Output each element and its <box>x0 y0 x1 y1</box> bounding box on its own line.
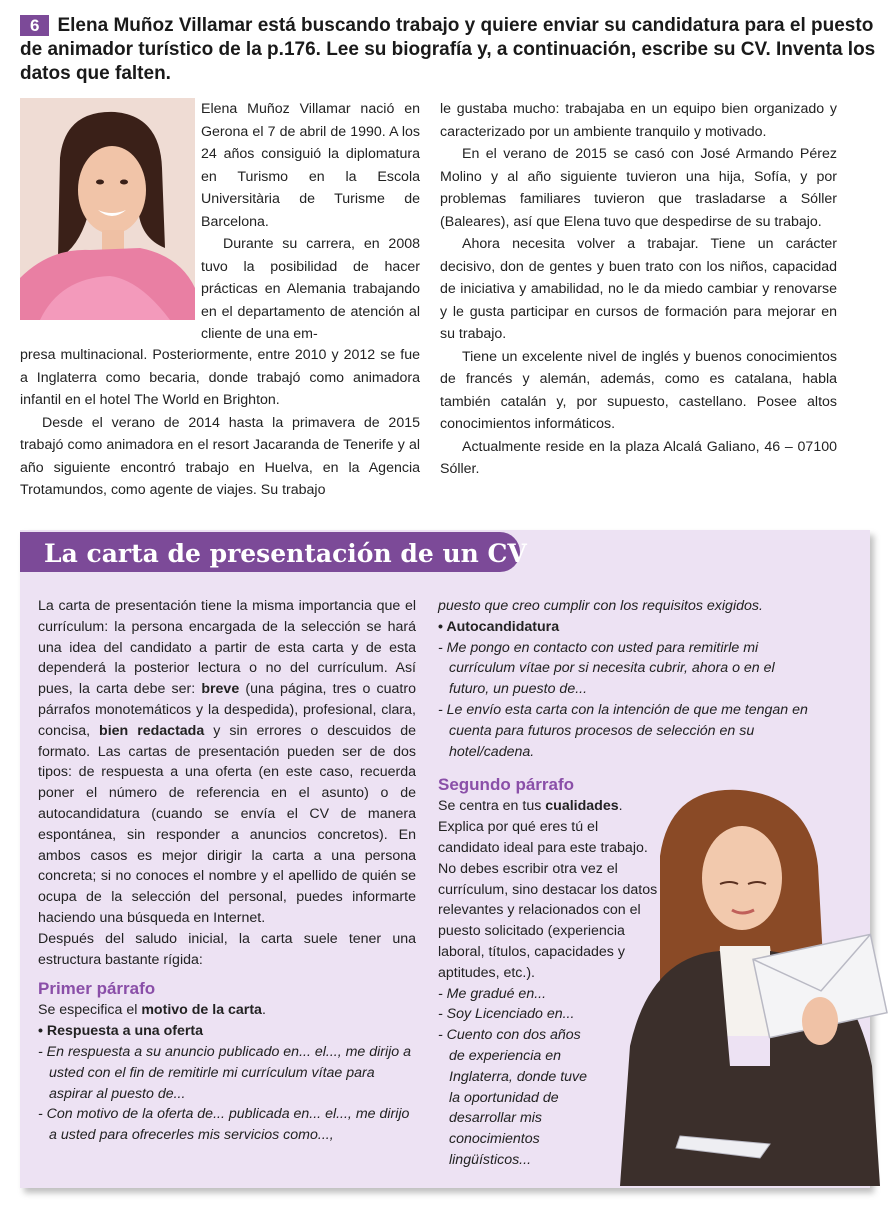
exercise-number: 6 <box>20 15 49 36</box>
second-example-3: - Cuento con dos años de experiencia en Inglaterra, donde tuve la oportunidad de desarrollar mis conocimientos lingüísticos... <box>438 1027 588 1168</box>
exercise-heading <box>20 14 880 86</box>
self-example-2: - Le envío esta carta con la intención de que me tengan en cuenta para futuros procesos de selección en su hotel/cadena. <box>438 701 808 760</box>
bio-paragraph-3-end: le gustaba mucho: trabajaba en un equipo bien organizado y caracterizado por un ambiente tranquilo y motivado. <box>440 101 837 140</box>
bio-paragraph-7: Actualmente reside en la plaza Alcalá Galiano, 46 – 07100 Sóller. <box>440 438 837 477</box>
biography-text-beside-photo <box>201 98 420 346</box>
bio-paragraph-2-end: presa multinacional. Posteriormente, entre 2010 y 2012 se fue a Inglaterra como becaria, donde trabajó como animadora infantil en el hotel The World en Brighton. <box>20 347 420 408</box>
info-box-title: La carta de presentación de un CV <box>44 539 527 568</box>
biography-text-right-column <box>440 98 837 481</box>
intro-paragraph-2: Después del saludo inicial, la carta suele tener una estructura bastante rígida: <box>38 930 416 968</box>
bio-paragraph-2-start: Durante su carrera, en 2008 tuvo la posibilidad de hacer prácticas en Alemania trabajando en el departamento de atención al cliente de una em- <box>201 236 420 342</box>
biography-text-left-column <box>20 344 420 502</box>
bullet-offer-response: • Respuesta a una oferta <box>38 1023 204 1040</box>
intro-paragraph: La carta de presentación tiene la misma importancia que el currículum: la persona encargada de la selección se hará una idea del candidato a partir de esta carta y de esta dependerá la posterior lectura o no del currículum. Así pues, la carta debe ser: breve (una página, tres o cuatro párrafos monotemáticos y la despedida), profesional, clara, concisa, bien redactada y sin errores o descuidos de formato. Las cartas de presentación pueden ser de dos tipos: de respuesta a una oferta (en este caso, recuerda poner el número de referencia en el asunto) o de autocandidatura (cuando se envía el CV de manera espontánea, sin responder a anuncios concretos). En ambos casos es mejor dirigir la carta a una persona concreta; si no conoces el nombre y el apellido de quién se ocupa de la selección del personal, puedes informarte haciendo una búsqueda en Internet. <box>38 598 416 926</box>
offer-example-2: - Con motivo de la oferta de... publicada en... el..., me dirijo a usted para ofrecerles mis servicios como..., <box>38 1106 410 1144</box>
second-paragraph-text: Se centra en tus cualidades. Explica por qué eres tú el candidato ideal para este trabajo. No debes escribir otra vez el currículum, sino destacar los datos relevantes y relacionados con el puesto solicitado (experiencia laboral, títulos, capacidades y aptitudes, etc.). <box>438 798 658 981</box>
bio-paragraph-4: En el verano de 2015 se casó con José Armando Pérez Molino y al año siguiente tuvieron una hija, Sofía, y por problemas familiares tuvieron que trasladarse a Sóller (Baleares), así que Elena tuvo que despedirse de su trabajo. <box>440 146 837 230</box>
second-example-1: - Me gradué en... <box>438 985 547 1002</box>
info-box-left-column <box>38 596 416 1146</box>
offer-example-2-continued: puesto que creo cumplir con los requisitos exigidos. <box>438 598 763 614</box>
second-paragraph-heading: Segundo párrafo <box>438 775 575 795</box>
woman-reading-letter-photo <box>620 786 888 1186</box>
self-example-1: - Me pongo en contacto con usted para remitirle mi currículum vítae por si necesita cubrir, ahora o en el futuro, un puesto de... <box>438 639 775 698</box>
bio-paragraph-5: Ahora necesita volver a trabajar. Tiene un carácter decisivo, don de gentes y buen trato con los niños, capacidad de iniciativa y amabilidad, no le da miedo cambiar y renovarse y le gusta participar en cursos de formación para mejorar en su trabajo. <box>440 236 837 342</box>
bio-paragraph-3-start: Desde el verano de 2014 hasta la primavera de 2015 trabajó como animadora en el resort Jacaranda de Tenerife y al año siguiente encontró trabajo en Huelva, en la Agencia Trotamundos, como agente de viajes. Su trabajo <box>20 414 420 498</box>
second-example-2: - Soy Licenciado en... <box>438 1006 575 1023</box>
exercise-instruction: Elena Muñoz Villamar está buscando trabajo y quiere enviar su candidatura para el puesto de animador turístico de la p.176. Lee su biografía y, a continuación, escribe su CV. Inventa los datos que falten. <box>20 15 876 84</box>
bullet-self-application: • Autocandidatura <box>438 618 560 635</box>
offer-example-1: - En respuesta a su anuncio publicado en... el..., me dirijo a usted con el fin de remitirle mi currículum vítae para aspirar al puesto de... <box>38 1043 412 1102</box>
elena-portrait-photo <box>20 98 195 320</box>
bio-paragraph-6: Tiene un excelente nivel de inglés y buenos conocimientos de francés y alemán, además, como es catalana, habla también catalán y, por supuesto, castellano. Posee altos conocimientos informáticos. <box>440 348 837 432</box>
first-paragraph-text: Se especifica el motivo de la carta. <box>38 1002 266 1019</box>
first-paragraph-heading: Primer párrafo <box>38 979 156 999</box>
bio-paragraph-1: Elena Muñoz Villamar nació en Gerona el 7 de abril de 1990. A los 24 años consiguió la diplomatura en Turismo en la Escola Universitària de Turisme de Barcelona. <box>201 101 420 230</box>
